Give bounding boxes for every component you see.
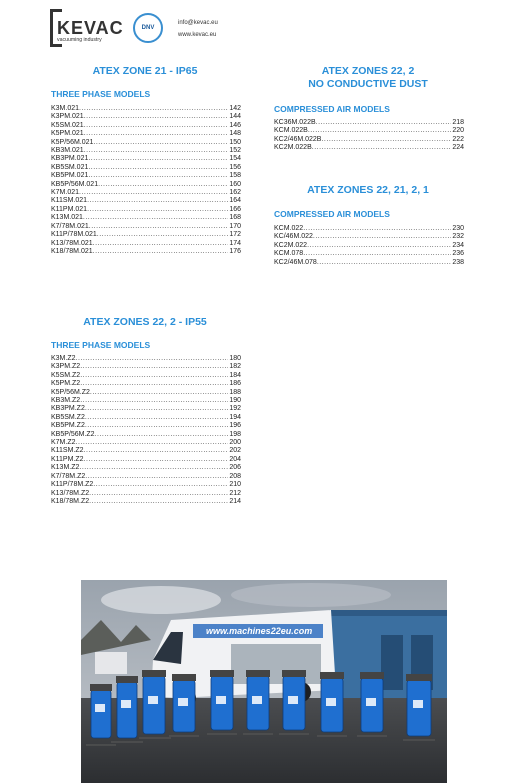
page-number: 208 bbox=[229, 472, 241, 480]
model-name: KCM.022 bbox=[274, 225, 304, 232]
page-number: 148 bbox=[229, 130, 241, 138]
page-number: 210 bbox=[229, 481, 241, 489]
model-name: K18/78M.021 bbox=[51, 247, 93, 255]
dot-leader bbox=[313, 233, 451, 241]
list-item bbox=[51, 363, 241, 371]
kevac-logo bbox=[50, 9, 124, 47]
page-number: 232 bbox=[452, 233, 464, 241]
dot-leader bbox=[80, 363, 228, 371]
model-name: KB3M.Z2 bbox=[51, 397, 81, 405]
page-number: 236 bbox=[452, 250, 464, 258]
list-item bbox=[51, 389, 241, 397]
page-number: 174 bbox=[229, 239, 241, 247]
model-name: K3M.021 bbox=[51, 105, 80, 112]
model-name: KB3PM.Z2 bbox=[51, 405, 85, 413]
logo-subtitle: vacuuming industry bbox=[57, 37, 102, 43]
section-title-zones-22-21-2-1: ATEX ZONES 22, 21, 2, 1 bbox=[307, 184, 429, 196]
dot-leader bbox=[88, 172, 228, 180]
dot-leader bbox=[84, 456, 229, 464]
page-number: 186 bbox=[229, 380, 241, 388]
list-item bbox=[51, 172, 241, 180]
page-number: 156 bbox=[229, 163, 241, 171]
page-number: 164 bbox=[229, 197, 241, 205]
dot-leader bbox=[84, 147, 229, 155]
dot-leader bbox=[76, 355, 229, 363]
list-item bbox=[274, 233, 464, 241]
list-item bbox=[51, 164, 241, 172]
model-name: KB3PM.021 bbox=[51, 155, 89, 163]
dot-leader bbox=[79, 189, 228, 197]
dot-leader bbox=[316, 119, 452, 127]
dot-leader bbox=[89, 223, 229, 231]
model-list-compressed bbox=[274, 225, 464, 267]
list-item bbox=[51, 181, 241, 189]
dot-leader bbox=[80, 380, 228, 388]
page-number: 182 bbox=[229, 363, 241, 371]
list-item bbox=[51, 447, 241, 455]
dot-leader bbox=[85, 473, 228, 481]
model-name: K7/78M.Z2 bbox=[51, 472, 86, 480]
list-item bbox=[51, 113, 241, 121]
page-number: 222 bbox=[452, 135, 464, 143]
section-title-nocond bbox=[272, 65, 464, 91]
page-number: 172 bbox=[229, 231, 241, 239]
model-name: KCM.078 bbox=[274, 250, 304, 258]
list-item bbox=[51, 372, 241, 380]
page-number: 218 bbox=[452, 119, 464, 126]
dot-leader bbox=[84, 130, 229, 138]
page-number: 160 bbox=[229, 180, 241, 188]
page-number: 154 bbox=[229, 155, 241, 163]
model-name: K18/78M.Z2 bbox=[51, 497, 90, 505]
model-name: K7M.021 bbox=[51, 189, 80, 197]
list-item bbox=[51, 231, 241, 239]
dot-leader bbox=[85, 422, 228, 430]
model-name: KB5PM.Z2 bbox=[51, 422, 85, 430]
dot-leader bbox=[85, 405, 228, 413]
list-item bbox=[51, 139, 241, 147]
list-item bbox=[51, 206, 241, 214]
page-number: 166 bbox=[229, 205, 241, 213]
model-name: K13M.021 bbox=[51, 214, 83, 222]
list-item bbox=[51, 405, 241, 413]
page-number: 142 bbox=[229, 105, 241, 112]
dnv-certification-seal bbox=[133, 13, 163, 43]
page-number: 212 bbox=[229, 489, 241, 497]
list-item bbox=[51, 122, 241, 130]
section-title-zone21: ATEX ZONE 21 - IP65 bbox=[92, 65, 198, 77]
page-number: 158 bbox=[229, 172, 241, 180]
model-name: K3PM.Z2 bbox=[51, 363, 81, 371]
dot-leader bbox=[97, 231, 229, 239]
van-website-text: www.machines22eu.com bbox=[206, 626, 313, 636]
page-number: 224 bbox=[452, 144, 464, 152]
list-item bbox=[51, 456, 241, 464]
list-item bbox=[51, 197, 241, 205]
page-number: 200 bbox=[229, 439, 241, 447]
list-item bbox=[51, 240, 241, 248]
model-name: K11PM.021 bbox=[51, 205, 88, 213]
email-link[interactable]: info@kevac.eu bbox=[178, 20, 218, 26]
model-name: K5PM.021 bbox=[51, 130, 84, 138]
subtitle-three-phase: THREE PHASE MODELS bbox=[51, 89, 151, 99]
model-name: KC2M.022B bbox=[274, 144, 312, 152]
model-name: K11PM.Z2 bbox=[51, 455, 84, 463]
dot-leader bbox=[317, 259, 452, 267]
dot-leader bbox=[79, 105, 228, 113]
list-item bbox=[274, 225, 464, 233]
product-photo bbox=[81, 580, 447, 783]
model-name: KC2M.022 bbox=[274, 241, 308, 249]
list-item bbox=[274, 136, 464, 144]
model-name: K11P/78M.021 bbox=[51, 231, 97, 239]
list-item bbox=[274, 144, 464, 152]
page-number: 202 bbox=[229, 447, 241, 455]
page-number: 152 bbox=[229, 147, 241, 155]
dot-leader bbox=[89, 498, 228, 506]
logo-text: KEVAC bbox=[57, 18, 124, 38]
list-item bbox=[51, 481, 241, 489]
dot-leader bbox=[90, 389, 228, 397]
list-item bbox=[51, 380, 241, 388]
dot-leader bbox=[84, 122, 229, 130]
model-name: K5P/56M.Z2 bbox=[51, 388, 90, 396]
model-name: K13/78M.021 bbox=[51, 239, 93, 247]
dot-leader bbox=[93, 248, 229, 256]
page-number: 190 bbox=[229, 397, 241, 405]
dot-leader bbox=[83, 214, 228, 222]
subtitle-compressed-air-2: COMPRESSED AIR MODELS bbox=[274, 209, 390, 219]
model-name: K11P/78M.Z2 bbox=[51, 481, 94, 489]
model-name: KB5SM.Z2 bbox=[51, 413, 85, 421]
model-name: K5P/56M.021 bbox=[51, 138, 94, 146]
dot-leader bbox=[308, 127, 451, 135]
dot-leader bbox=[76, 439, 229, 447]
list-item bbox=[51, 355, 241, 363]
model-list-zone21 bbox=[51, 105, 241, 256]
list-item bbox=[274, 127, 464, 135]
model-name: K3M.Z2 bbox=[51, 355, 76, 362]
model-list-compressed-nocond bbox=[274, 119, 464, 153]
model-name: KC/46M.022 bbox=[274, 233, 313, 241]
dot-leader bbox=[88, 164, 228, 172]
dot-leader bbox=[84, 113, 229, 121]
list-item bbox=[51, 397, 241, 405]
model-name: K5SM.Z2 bbox=[51, 371, 81, 379]
model-name: K13M.Z2 bbox=[51, 464, 80, 472]
page-number: 162 bbox=[229, 189, 241, 197]
website-link[interactable]: www.kevac.eu bbox=[178, 32, 217, 38]
list-item bbox=[51, 498, 241, 506]
page-number: 196 bbox=[229, 422, 241, 430]
list-item bbox=[51, 147, 241, 155]
page-number: 238 bbox=[452, 258, 464, 266]
dot-leader bbox=[79, 464, 228, 472]
dot-leader bbox=[80, 372, 228, 380]
model-list-zone22-2 bbox=[51, 355, 241, 506]
dot-leader bbox=[303, 225, 451, 233]
page-number: 206 bbox=[229, 464, 241, 472]
model-name: KCM.022B bbox=[274, 127, 308, 135]
photo-illustration bbox=[81, 580, 447, 783]
model-name: KB5PM.021 bbox=[51, 172, 89, 180]
dot-leader bbox=[80, 397, 228, 405]
list-item bbox=[274, 242, 464, 250]
dot-leader bbox=[85, 414, 228, 422]
page-number: 188 bbox=[229, 388, 241, 396]
dot-leader bbox=[87, 206, 228, 214]
dot-leader bbox=[321, 136, 451, 144]
list-item bbox=[51, 223, 241, 231]
list-item bbox=[51, 105, 241, 113]
list-item bbox=[51, 248, 241, 256]
model-name: K5PM.Z2 bbox=[51, 380, 81, 388]
model-name: KB3M.021 bbox=[51, 147, 84, 155]
contact-info bbox=[178, 17, 218, 41]
list-item bbox=[51, 214, 241, 222]
list-item bbox=[51, 130, 241, 138]
list-item bbox=[51, 490, 241, 498]
model-name: K3PM.021 bbox=[51, 113, 84, 121]
list-item bbox=[274, 119, 464, 127]
dot-leader bbox=[89, 490, 228, 498]
list-item bbox=[51, 439, 241, 447]
page-number: 146 bbox=[229, 121, 241, 129]
page-number: 214 bbox=[229, 497, 241, 505]
page-number: 176 bbox=[229, 247, 241, 255]
dot-leader bbox=[95, 431, 229, 439]
page-number: 220 bbox=[452, 127, 464, 135]
list-item bbox=[51, 155, 241, 163]
page-number: 234 bbox=[452, 241, 464, 249]
model-name: K11SM.Z2 bbox=[51, 447, 84, 455]
list-item bbox=[274, 259, 464, 267]
list-item bbox=[51, 464, 241, 472]
subtitle-three-phase-2: THREE PHASE MODELS bbox=[51, 340, 151, 350]
subtitle-compressed-air: COMPRESSED AIR MODELS bbox=[274, 104, 390, 114]
model-name: K11SM.021 bbox=[51, 197, 88, 205]
list-item bbox=[51, 431, 241, 439]
cert-label: DNV bbox=[141, 25, 155, 31]
model-name: KB5SM.021 bbox=[51, 163, 89, 171]
page-number: 168 bbox=[229, 214, 241, 222]
model-name: K5SM.021 bbox=[51, 121, 84, 129]
list-item bbox=[51, 189, 241, 197]
dot-leader bbox=[93, 240, 229, 248]
section-title-line2: NO CONDUCTIVE DUST bbox=[308, 78, 428, 90]
dot-leader bbox=[312, 144, 452, 152]
model-name: KC2/46M.078 bbox=[274, 258, 317, 266]
page-header bbox=[50, 9, 250, 49]
page-number: 180 bbox=[229, 355, 241, 362]
dot-leader bbox=[87, 197, 228, 205]
list-item bbox=[51, 414, 241, 422]
dot-leader bbox=[93, 481, 228, 489]
model-name: KB5P/56M.Z2 bbox=[51, 430, 95, 438]
section-title-line1: ATEX ZONES 22, 2 bbox=[321, 65, 415, 77]
page-number: 192 bbox=[229, 405, 241, 413]
page-number: 230 bbox=[452, 225, 464, 232]
model-name: K7M.Z2 bbox=[51, 439, 76, 447]
dot-leader bbox=[84, 447, 229, 455]
model-name: KC2/46M.022B bbox=[274, 135, 322, 143]
page-number: 144 bbox=[229, 113, 241, 121]
page-number: 194 bbox=[229, 413, 241, 421]
page-number: 198 bbox=[229, 430, 241, 438]
model-name: K13/78M.Z2 bbox=[51, 489, 90, 497]
list-item bbox=[51, 473, 241, 481]
page-number: 170 bbox=[229, 222, 241, 230]
dot-leader bbox=[98, 181, 228, 189]
list-item bbox=[274, 250, 464, 258]
dot-leader bbox=[303, 250, 451, 258]
page-number: 184 bbox=[229, 371, 241, 379]
model-name: KC36M.022B bbox=[274, 119, 316, 126]
dot-leader bbox=[307, 242, 451, 250]
model-name: KB5P/56M.021 bbox=[51, 180, 99, 188]
dot-leader bbox=[93, 139, 228, 147]
page-number: 204 bbox=[229, 455, 241, 463]
model-name: K7/78M.021 bbox=[51, 222, 89, 230]
list-item bbox=[51, 422, 241, 430]
section-title-zone22-2: ATEX ZONES 22, 2 - IP55 bbox=[83, 316, 207, 328]
page-number: 150 bbox=[229, 138, 241, 146]
dot-leader bbox=[88, 155, 228, 163]
